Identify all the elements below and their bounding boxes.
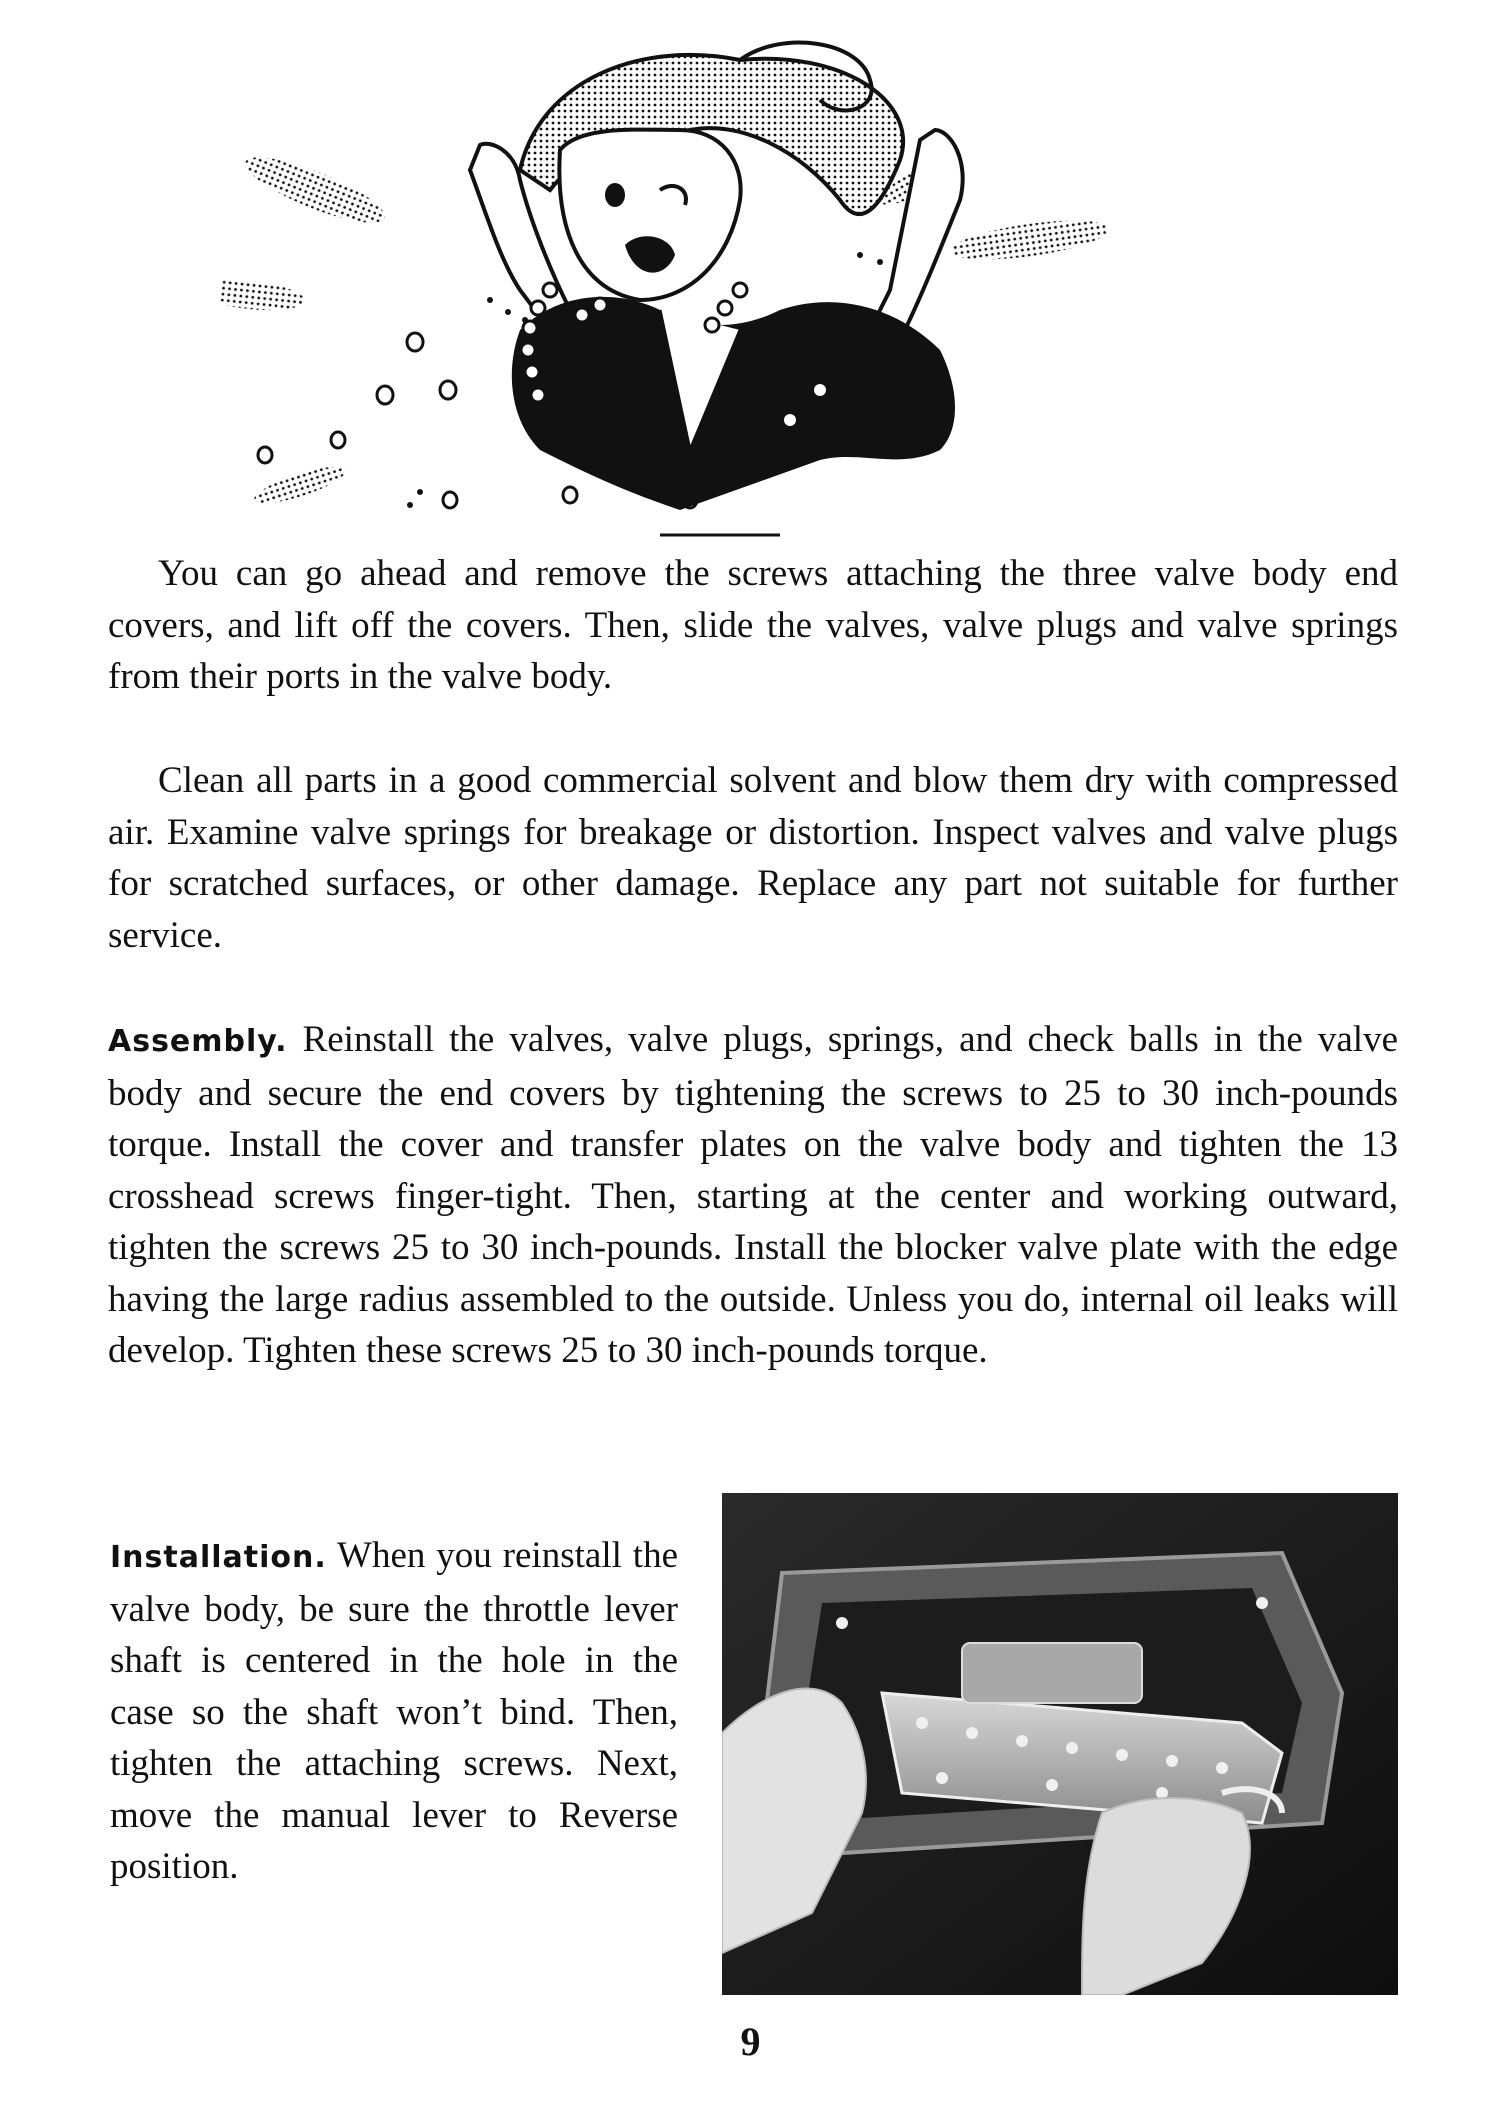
assembly-heading: Assembly.: [108, 1024, 288, 1059]
installation-paragraph: [110, 1530, 678, 1893]
assembly-paragraph: [108, 1014, 1398, 1377]
installation-heading: Installation.: [110, 1540, 327, 1575]
intro-paragraph: You can go ahead and remove the screws attaching the three valve body end covers, and lift off the covers. Then, slide the valves, valve plugs and valve springs from their ports in the valve body.: [108, 553, 1398, 697]
installation-text: When you reinstall the valve body, be sure the throttle lever shaft is centered in the hole in the case so the shaft won’t bind. Then, tighten the attaching screws. Next, move the manual lever to Reverse position.: [110, 1535, 678, 1887]
assembly-text: Reinstall the valves, valve plugs, springs, and check balls in the valve body and secure the end covers by tightening the screws to 25 to 30 inch-pounds torque. Install the cover and transfer plates on the valve body and tighten the 13 crosshead screws finger-tight. Then, starting at the center and working outward, tighten the screws 25 to 30 inch-pounds. Install the blocker valve plate with the edge having the large radius assembled to the outside. Unless you do, internal oil leaks will develop. Tighten these screws 25 to 30 inch-pounds torque.: [108, 1019, 1399, 1371]
page-number: 9: [740, 2019, 761, 2064]
valve-body-photo: [722, 1493, 1398, 1995]
woman-illustration: [220, 30, 1180, 540]
cleaning-paragraph: Clean all parts in a good commercial solvent and blow them dry with compressed air. Examine valve springs for breakage or distortion. Inspect valves and valve plugs for scratched surfaces, or other damage. Replace any part not suitable for further service.: [108, 760, 1398, 956]
